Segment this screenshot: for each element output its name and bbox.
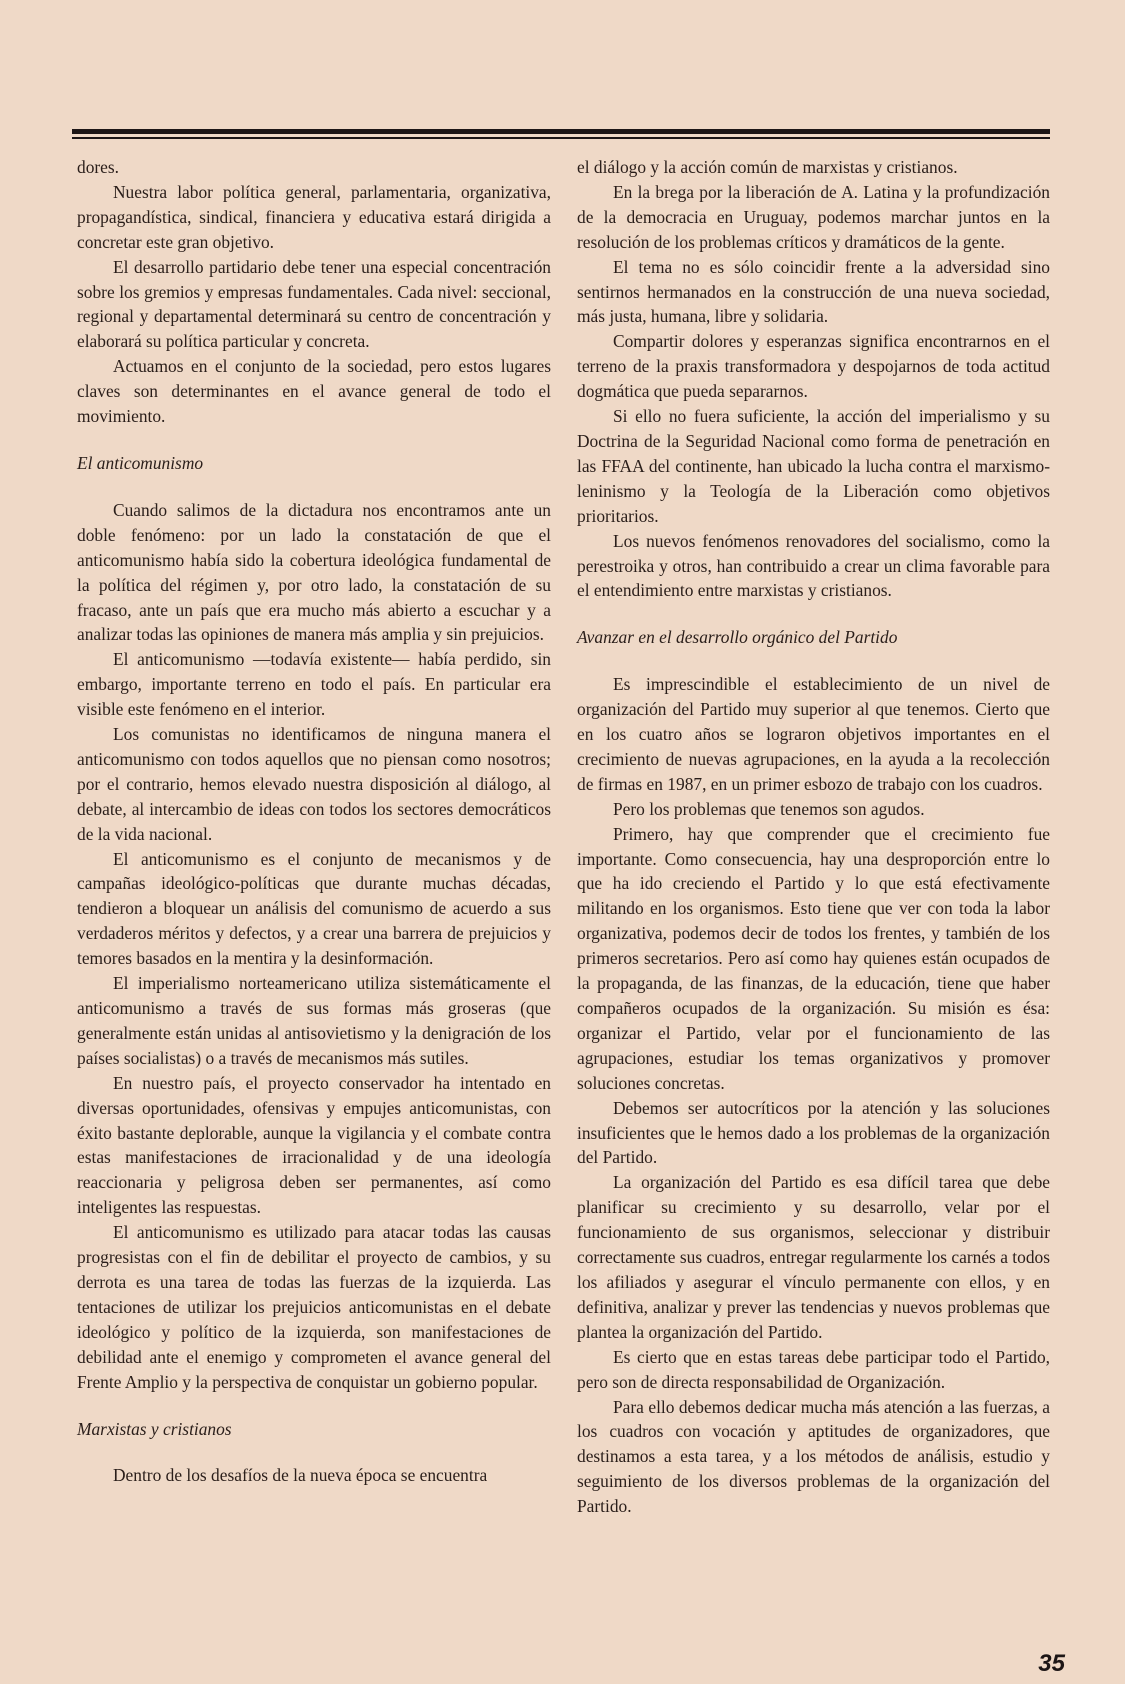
- paragraph: El anticomunismo —todavía existente— había perdido, sin embargo, importante terreno en todo el país. En particular era visible este fenómeno en el interior.: [77, 649, 551, 720]
- paragraph: Si ello no fuera suficiente, la acción del imperialismo y su Doctrina de la Seguridad Nacional como forma de penetración en las FFAA del continente, han ubicado la lucha contra el marxismo-leninismo y la Teología de la Liberación como objetivos prioritarios.: [577, 406, 1050, 526]
- paragraph: El anticomunismo es utilizado para atacar todas las causas progresistas con el fin de debilitar el proyecto de cambios, y su derrota es una tarea de todas las fuerzas de la izquierda. Las tentaciones de utilizar los prejuicios anticomunistas en el debate ideológico y político de la izquierda, son manifestaciones de debilidad ante el enemigo y comprometen el avance general del Frente Amplio y la perspectiva de conquistar un gobierno popular.: [77, 1222, 551, 1392]
- paragraph: Actuamos en el conjunto de la sociedad, pero estos lugares claves son determinantes en el avance general de todo el movimiento.: [77, 356, 551, 427]
- section-heading: Marxistas y cristianos: [77, 1418, 232, 1439]
- paragraph: Los comunistas no identificamos de ninguna manera el anticomunismo con todos aquellos que no piensan como nosotros; por el contrario, hemos elevado nuestra disposición al diálogo, al debate, al intercambio de ideas con todos los sectores democráticos de la vida nacional.: [77, 724, 551, 844]
- paragraph: Es cierto que en estas tareas debe participar todo el Partido, pero son de directa responsabilidad de Organización.: [577, 1346, 1050, 1392]
- page-number: 35: [1038, 1650, 1065, 1677]
- right-column: [577, 155, 1050, 1519]
- header-rule-thin: [72, 137, 1050, 139]
- paragraph: Los nuevos fenómenos renovadores del socialismo, como la perestroika y otros, han contribuido a crear un clima favorable para el entendimiento entre marxistas y cristianos.: [577, 530, 1050, 601]
- paragraph: el diálogo y la acción común de marxistas y cristianos.: [577, 157, 958, 177]
- paragraph: Pero los problemas que tenemos son agudos.: [613, 798, 925, 819]
- paragraph: En la brega por la liberación de A. Latina y la profundización de la democracia en Uruguay, podemos marchar juntos en la resolución de los problemas críticos y dramáticos de la gente.: [577, 181, 1050, 252]
- paragraph: Dentro de los desafíos de la nueva época se encuentra: [113, 1465, 488, 1486]
- left-column: [77, 155, 551, 1488]
- paragraph: El desarrollo partidario debe tener una especial concentración sobre los gremios y empresas fundamentales. Cada nivel: seccional, regional y departamental determinará su centro de concentración y elaborará su política particular y concreta.: [77, 256, 551, 352]
- paragraph: Compartir dolores y esperanzas significa encontrarnos en el terreno de la praxis transformadora y despojarnos de toda actitud dogmática que pueda separarnos.: [577, 331, 1050, 402]
- paragraph: El anticomunismo es el conjunto de mecanismos y de campañas ideológico-políticas que durante muchas décadas, tendieron a bloquear un análisis del comunismo de acuerdo a sus verdaderos méritos y defectos, y a crear una barrera de prejuicios y temores basados en la mentira y la desinformación.: [77, 848, 551, 969]
- paragraph: Para ello debemos dedicar mucha más atención a las fuerzas, a los cuadros con vocación y aptitudes de organizadores, que destinamos a esta tarea, y a los métodos de análisis, estudio y seguimiento de los diversos problemas de la organización del Partido.: [577, 1396, 1050, 1517]
- paragraph: Primero, hay que comprender que el crecimiento fue importante. Como consecuencia, hay una desproporción entre lo que ha ido creciendo el Partido y lo que está efectivamente militando en los organismos. Esto tiene que ver con toda la labor organizativa, podemos decir de todos los frentes, y también de los primeros secretarios. Pero así como hay quienes están ocupados de la propaganda, de las finanzas, de la educación, tiene que haber compañeros ocupados de la organización. Su misión es ésa: organizar el Partido, velar por el funcionamiento de las agrupaciones, estudiar los temas organizativos y promover soluciones concretas.: [577, 823, 1050, 1093]
- header-rule-thick: [72, 129, 1050, 134]
- paragraph: La organización del Partido es esa difícil tarea que debe planificar su crecimiento y su desarrollo, velar por el funcionamiento de sus organismos, seleccionar y distribuir correctamente sus cuadros, entregar regularmente los carnés a todos los afiliados y asegurar el vínculo permanente con ellos, y en definitiva, analizar y prever las tendencias y nuevos problemas que plantea la organización del Partido.: [577, 1172, 1050, 1342]
- section-heading: Avanzar en el desarrollo orgánico del Partido: [577, 627, 898, 648]
- paragraph: dores.: [77, 157, 120, 177]
- paragraph: Cuando salimos de la dictadura nos encontramos ante un doble fenómeno: por un lado la constatación de que el anticomunismo había sido la cobertura ideológica fundamental de la política del régimen y, por otro lado, la constatación de su fracaso, ante un país que era mucho más abierto a escuchar y a analizar todas las opiniones de manera más amplia y sin prejuicios.: [77, 499, 551, 645]
- paragraph: Es imprescindible el establecimiento de un nivel de organización del Partido muy superior al que tenemos. Cierto que en los cuatro años se lograron objetivos importantes en el crecimiento de nuevas agrupaciones, en la ayuda a la recolección de firmas en 1987, en un primer esbozo de trabajo con los cuadros.: [577, 674, 1050, 794]
- section-heading: El anticomunismo: [77, 452, 204, 473]
- paragraph: Debemos ser autocríticos por la atención y las soluciones insuficientes que le hemos dado a los problemas de la organización del Partido.: [577, 1097, 1050, 1168]
- paragraph: El tema no es sólo coincidir frente a la adversidad sino sentirnos hermanados en la construcción de una nueva sociedad, más justa, humana, libre y solidaria.: [577, 256, 1050, 327]
- paragraph: En nuestro país, el proyecto conservador ha intentado en diversas oportunidades, ofensivas y empujes anticomunistas, con éxito bastante deplorable, aunque la vigilancia y el combate contra estas manifestaciones de irracionalidad y de una ideología reaccionaria y peligrosa deben ser permanentes, así como inteligentes las respuestas.: [77, 1072, 551, 1218]
- paragraph: Nuestra labor política general, parlamentaria, organizativa, propagandística, sindical, financiera y educativa estará dirigida a concretar este gran objetivo.: [77, 181, 551, 252]
- paragraph: El imperialismo norteamericano utiliza sistemáticamente el anticomunismo a través de sus formas más groseras (que generalmente están unidas al antisovietismo y la denigración de los países socialistas) o a través de mecanismos más sutiles.: [77, 973, 551, 1068]
